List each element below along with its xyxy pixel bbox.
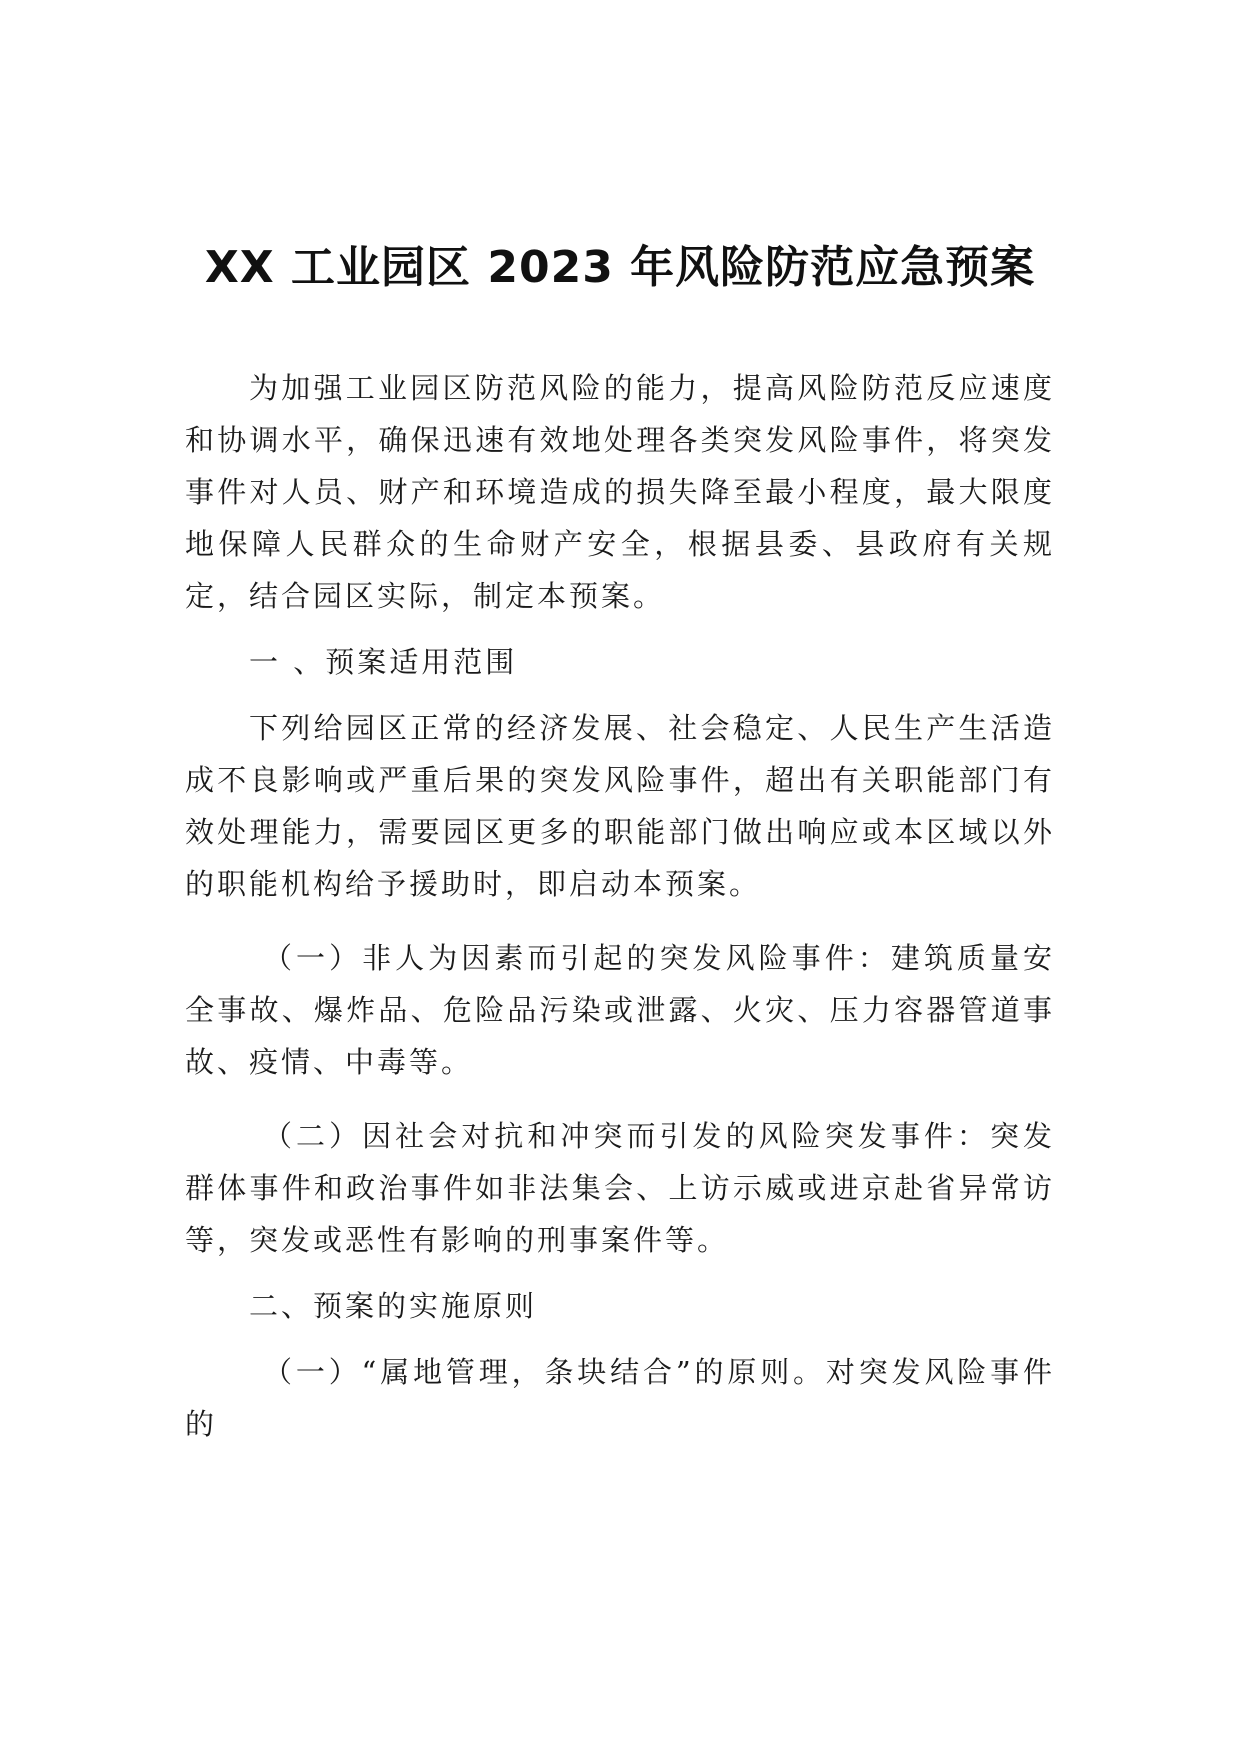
principle-item-1: （一）“属地管理，条块结合”的原则。对突发风险事件的 xyxy=(185,1355,1055,1441)
document-title: XX 工业园区 2023 年风险防范应急预案 xyxy=(204,242,1036,293)
scope-item-1: （一）非人为因素而引起的突发风险事件：建筑质量安全事故、爆炸品、危险品污染或泄露、火灾、压力容器管道事故、疫情、中毒等。 xyxy=(185,941,1055,1079)
intro-paragraph: 为加强工业园区防范风险的能力，提高风险防范反应速度和协调水平，确保迅速有效地处理各类突发风险事件，将突发事件对人员、财产和环境造成的损失降至最小程度，最大限度地保障人民群众的生命财产安全，根据县委、县政府有关规定，结合园区实际，制定本预案。 xyxy=(185,371,1055,613)
scope-item-2: （二）因社会对抗和冲突而引发的风险突发事件：突发群体事件和政治事件如非法集会、上访示威或进京赴省异常访等，突发或恶性有影响的刑事案件等。 xyxy=(185,1119,1055,1257)
document-body xyxy=(185,362,1055,1450)
scope-paragraph: 下列给园区正常的经济发展、社会稳定、人民生产生活造成不良影响或严重后果的突发风险事件，超出有关职能部门有效处理能力，需要园区更多的职能部门做出响应或本区域以外的职能机构给予援助时，即启动本预案。 xyxy=(185,711,1055,901)
section-heading-scope: 一 、预案适用范围 xyxy=(249,645,518,679)
section-heading-principles: 二、预案的实施原则 xyxy=(249,1289,538,1323)
